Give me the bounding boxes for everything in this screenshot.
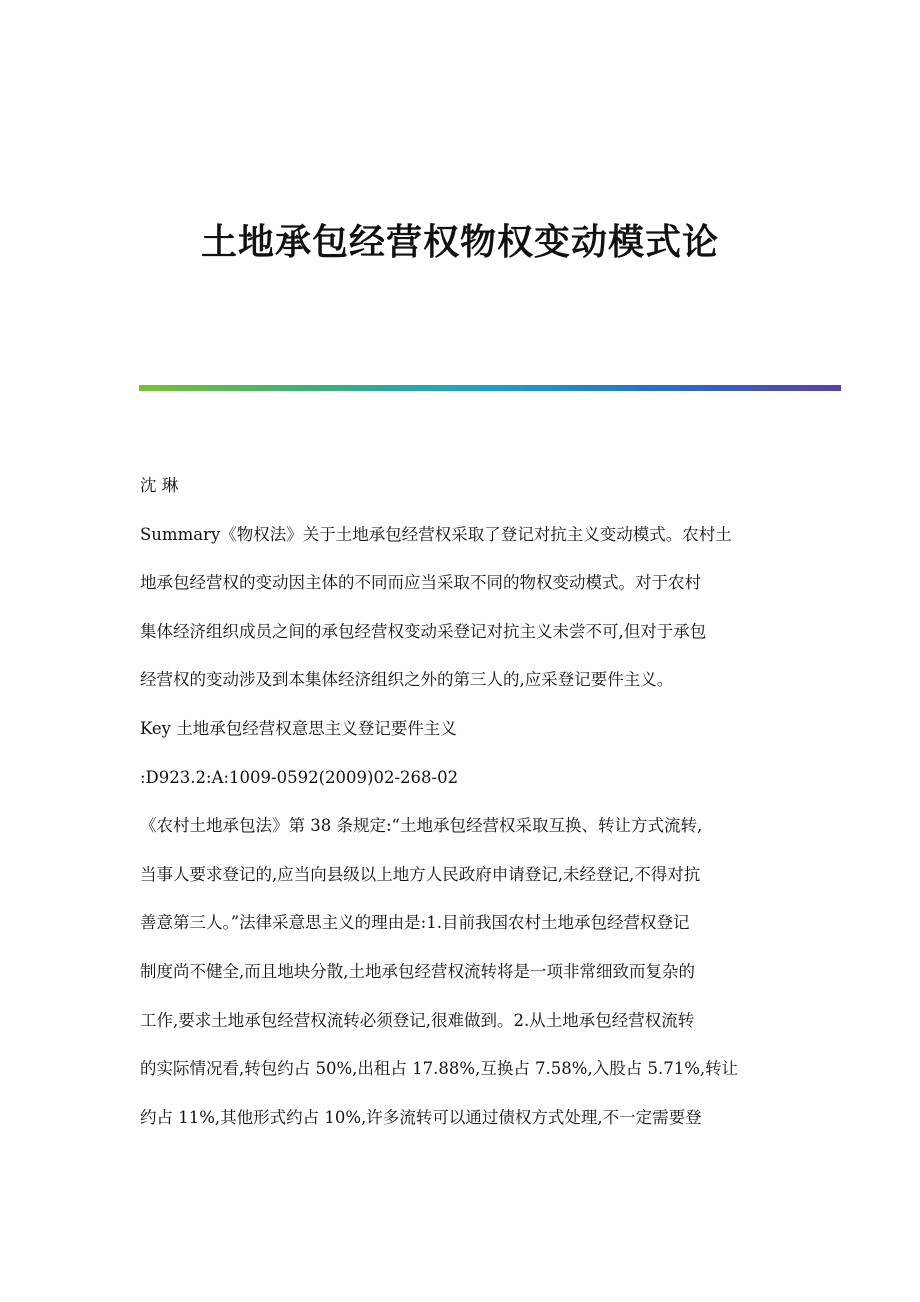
body-line: 工作,要求土地承包经营权流转必须登记,很难做到。2.从土地承包经营权流转 — [140, 1010, 695, 1030]
summary-line: 集体经济组织成员之间的承包经营权变动采登记对抗主义未尝不可,但对于承包 — [140, 621, 707, 641]
body-line: 的实际情况看,转包约占 50%,出租占 17.88%,互换占 7.58%,入股占 5.71%,转让 — [140, 1059, 739, 1079]
classification-line: :D923.2:A:1009-0592(2009)02-268-02 — [140, 767, 459, 787]
summary-line: Summary《物权法》关于土地承包经营权采取了登记对抗主义变动模式。农村土 — [140, 524, 732, 544]
summary-line: 经营权的变动涉及到本集体经济组织之外的第三人的,应采登记要件主义。 — [140, 670, 674, 690]
body-line: 约占 11%,其他形式约占 10%,许多流转可以通过债权方式处理,不一定需要登 — [140, 1107, 702, 1127]
body-line: 《农村土地承包法》第 38 条规定:“土地承包经营权采取互换、转让方式流转, — [140, 816, 703, 836]
body-line: 当事人要求登记的,应当向县级以上地方人民政府申请登记,未经登记,不得对抗 — [140, 864, 701, 884]
author-name: 沈 琳 — [140, 476, 179, 495]
keywords-line: Key 土地承包经营权意思主义登记要件主义 — [140, 718, 457, 738]
document-title: 土地承包经营权物权变动模式论 — [200, 221, 719, 263]
summary-line: 地承包经营权的变动因主体的不同而应当采取不同的物权变动模式。对于农村 — [140, 573, 701, 593]
document-body — [140, 462, 780, 1142]
body-line: 善意第三人。”法律采意思主义的理由是:1.目前我国农村土地承包经营权登记 — [140, 913, 690, 933]
body-line: 制度尚不健全,而且地块分散,土地承包经营权流转将是一项非常细致而复杂的 — [140, 961, 695, 981]
title-divider — [139, 385, 841, 391]
